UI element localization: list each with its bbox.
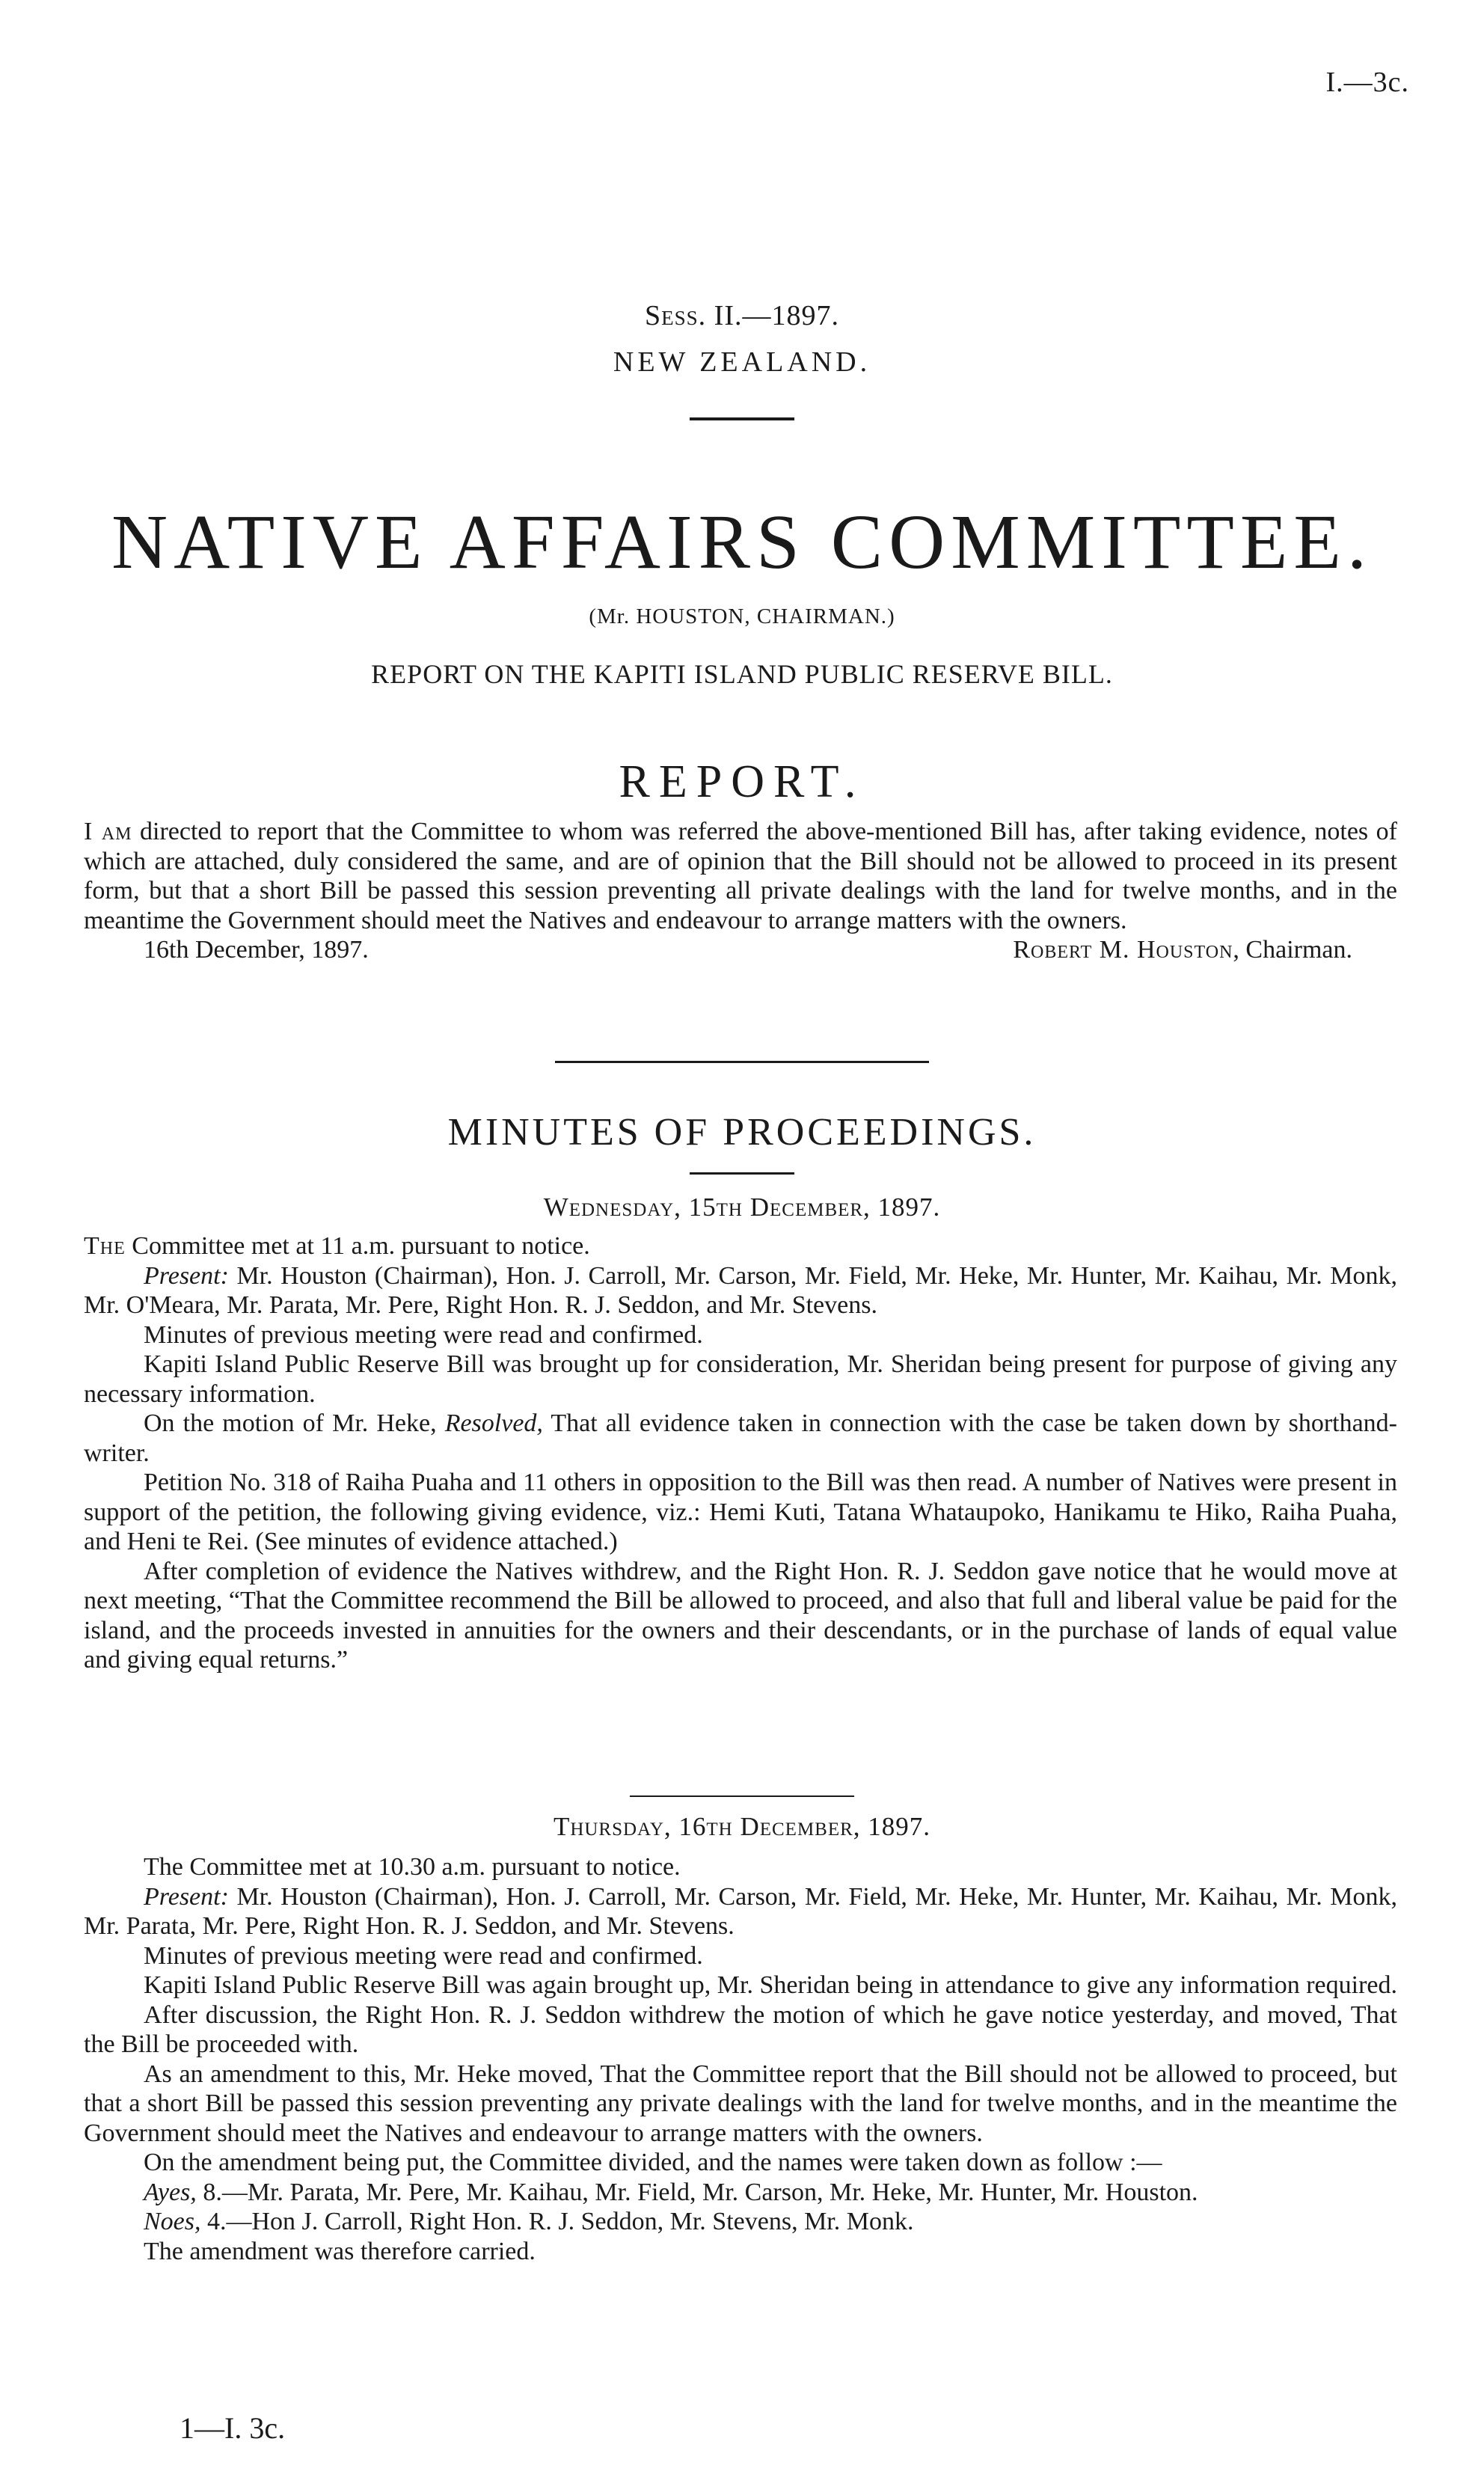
day2-present-text: Mr. Houston (Chairman), Hon. J. Carroll, Mr. Carson, Mr. Field, Mr. Heke, Mr. Hunter, Mr. Kaihau, Mr. Monk, Mr. Parata, Mr. Pere, Right Hon. R. J. Seddon, and Mr. Stevens. <box>84 1882 1397 1940</box>
day1-date-text: Wednesday, 15th December, 1897. <box>543 1192 941 1222</box>
report-signoff <box>84 935 1397 965</box>
signature-title: , Chairman. <box>1233 936 1352 964</box>
day2-date <box>0 1812 1484 1842</box>
day2-paragraph: After discussion, the Right Hon. R. J. Seddon withdrew the motion of which he gave notice yesterday, and moved, That the Bill be proceeded with. <box>84 2000 1397 2058</box>
day1-resolution-a: On the motion of Mr. Heke, <box>144 1409 445 1437</box>
document-title: NATIVE AFFAIRS COMMITTEE. <box>111 499 1373 585</box>
title-divider <box>690 417 794 420</box>
day2-paragraph: Kapiti Island Public Reserve Bill was again brought up, Mr. Sheridan being in attendance to give any information required. <box>144 1971 1397 1999</box>
noes-text: 4.—Hon J. Carroll, Right Hon. R. J. Seddon, Mr. Stevens, Mr. Monk. <box>200 2208 914 2235</box>
ayes-text: 8.—Mr. Parata, Mr. Pere, Mr. Kaihau, Mr. Field, Mr. Carson, Mr. Heke, Mr. Hunter, Mr. Houston. <box>196 2178 1198 2206</box>
report-subtitle-text: REPORT ON THE KAPITI ISLAND PUBLIC RESERVE BILL. <box>371 659 1113 689</box>
session-label <box>0 299 1484 332</box>
day2-paragraph: As an amendment to this, Mr. Heke moved, That the Committee report that the Bill should not be allowed to proceed, but that a short Bill be passed this session preventing any private dealings with the land for twelve months, and in the meantime the Government should meet the Natives and endeavour to arrange matters with the owners. <box>84 2060 1397 2147</box>
day2-minutes <box>84 1852 1397 2266</box>
page-reference: I.—3c. <box>1325 67 1409 98</box>
day1-minutes <box>84 1231 1397 1675</box>
report-date: 16th December, 1897. <box>144 936 369 964</box>
noes-label: Noes, <box>144 2208 201 2235</box>
country-label: NEW ZEALAND. <box>613 346 871 378</box>
day2-present <box>84 1882 1397 1941</box>
day2-paragraph: Minutes of previous meeting were read and confirmed. <box>144 1941 703 1970</box>
day1-resolution-b: That all evidence taken in connection with the case be taken down by shorthand-writer. <box>84 1409 1397 1467</box>
chairman-line: (Mr. HOUSTON, CHAIRMAN.) <box>589 604 895 628</box>
day-divider <box>630 1795 854 1797</box>
section-divider <box>555 1061 929 1063</box>
day2-present-label: Present: <box>144 1882 229 1911</box>
day2-ayes <box>84 2178 1397 2208</box>
day1-present <box>84 1261 1397 1320</box>
report-heading: REPORT. <box>619 756 865 807</box>
minutes-heading: MINUTES OF PROCEEDINGS. <box>447 1111 1037 1154</box>
day1-present-text: Mr. Houston (Chairman), Hon. J. Carroll, Mr. Carson, Mr. Field, Mr. Heke, Mr. Hunter, Mr. Kaihau, Mr. Monk, Mr. O'Meara, Mr. Parata, Mr. Pere, Right Hon. R. J. Seddon, and Mr. Stevens. <box>84 1261 1397 1319</box>
day1-opening <box>84 1231 1397 1261</box>
day1-paragraph: Kapiti Island Public Reserve Bill was brought up for consideration, Mr. Sheridan being present for purpose of giving any necessary information. <box>84 1350 1397 1408</box>
report-text: directed to report that the Committee to whom was referred the above-mentioned Bill has, after taking evidence, notes of which are attached, duly considered the same, and are of opinion that the Bill should not be allowed to proceed in its present form, but that a short Bill be passed this session preventing all private dealings with the land for twelve months, and in the meantime the Government should meet the Natives and endeavour to arrange matters with the owners. <box>84 818 1397 934</box>
minutes-divider <box>690 1172 794 1175</box>
day1-paragraph: After completion of evidence the Natives withdrew, and the Right Hon. R. J. Seddon gave notice that he would move at next meeting, “That the Committee recommend the Bill be allowed to proceed, and also that full and liberal value be paid for the island, and the proceeds invested in annuities for the owners and their descendants, or in the purchase of lands of equal value and giving equal returns.” <box>84 1557 1397 1674</box>
day1-paragraph: Petition No. 318 of Raiha Puaha and 11 others in opposition to the Bill was then read. A number of Natives were present in support of the petition, the following giving evidence, viz.: Hemi Kuti, Tatana Whataupoko, Hanikamu te Hiko, Raiha Puaha, and Heni te Rei. (See minutes of evidence attached.) <box>84 1469 1397 1555</box>
day1-paragraph: Minutes of previous meeting were read and confirmed. <box>144 1320 703 1349</box>
day2-paragraph: On the amendment being put, the Committee divided, and the names were taken down as follow :— <box>144 2149 1162 2176</box>
day2-date-text: Thursday, 16th December, 1897. <box>553 1812 931 1841</box>
day2-paragraph: The Committee met at 10.30 a.m. pursuant to notice. <box>144 1853 681 1881</box>
report-paragraph <box>84 817 1397 935</box>
report-lead: I am <box>84 818 132 845</box>
day1-lead: The <box>84 1232 126 1260</box>
session-text: Sess. II.—1897. <box>645 300 839 331</box>
ayes-label: Ayes, <box>144 2178 197 2206</box>
day1-date <box>0 1192 1484 1222</box>
day1-resolved: Resolved, <box>444 1409 543 1437</box>
report-signature <box>1013 935 1352 965</box>
day1-resolution <box>84 1409 1397 1468</box>
footer-signature-ref: 1—I. 3c. <box>180 2411 286 2445</box>
day1-present-label: Present: <box>144 1261 229 1290</box>
report-subtitle <box>0 658 1484 690</box>
signature-name: Robert M. Houston <box>1013 936 1233 964</box>
day2-paragraph: The amendment was therefore carried. <box>144 2237 536 2265</box>
day1-opening-text: Committee met at 11 a.m. pursuant to notice. <box>125 1232 590 1260</box>
day2-noes <box>84 2207 1397 2237</box>
report-body <box>84 817 1397 965</box>
